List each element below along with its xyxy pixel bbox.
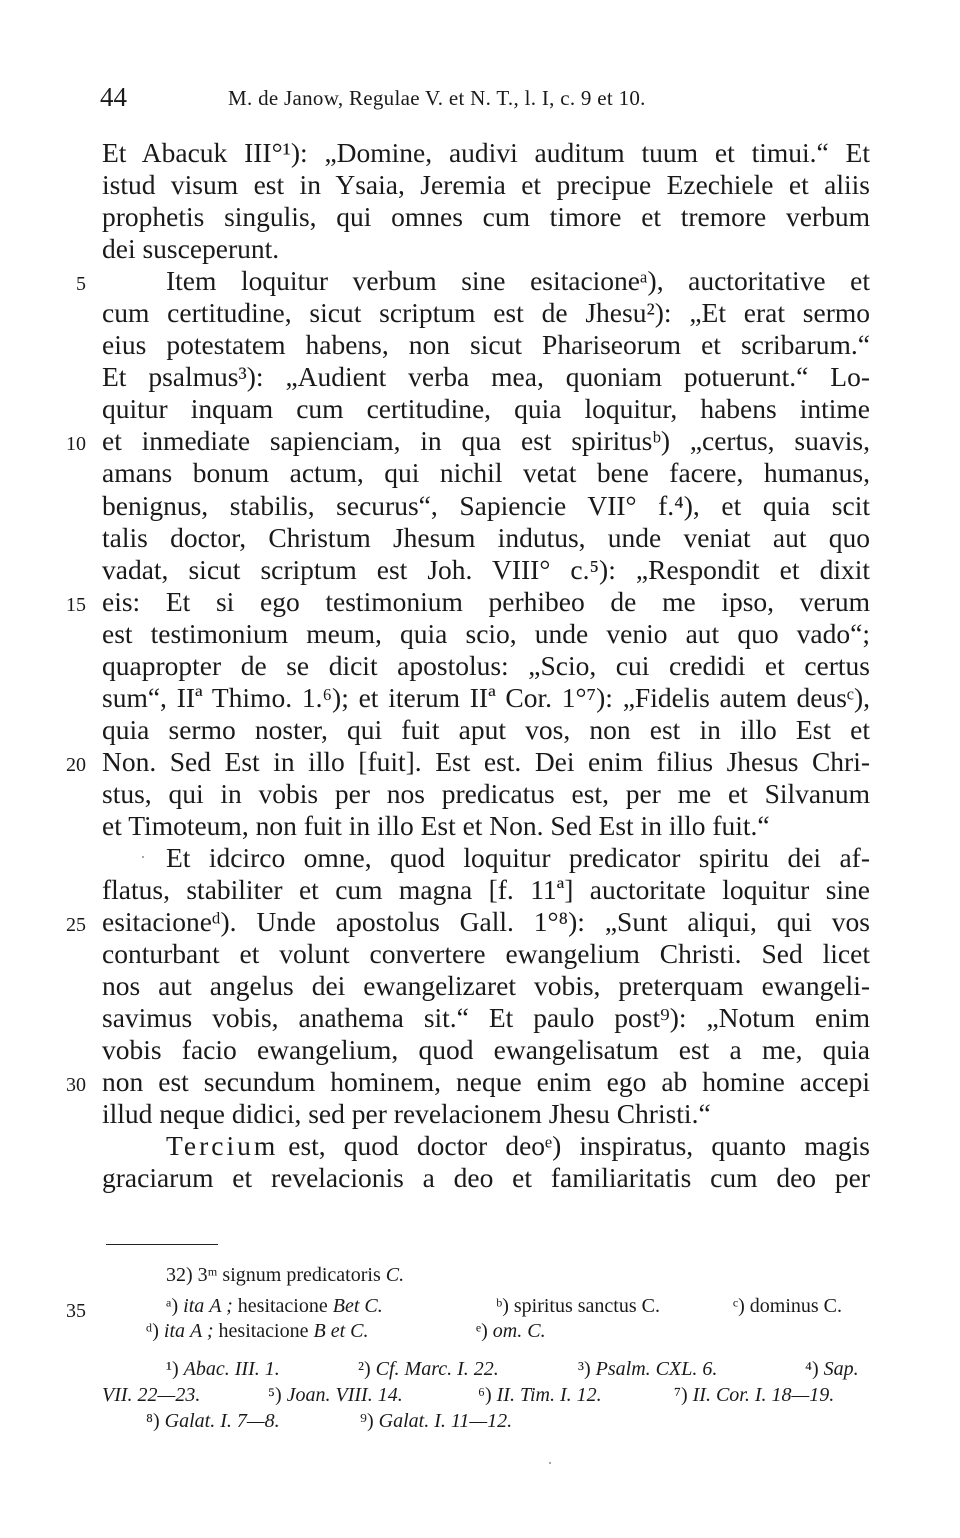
line-number-15: 15 (66, 594, 86, 616)
variant-d-witness-b: B (313, 1320, 326, 1342)
ref-text-2: Cf. Marc. I. 22. (375, 1358, 499, 1380)
text-line-19: quia sermo noster, qui fuit aput vos, non est in illo Est et (102, 714, 870, 745)
text-line-15: eis: Et si ego testimonium perhibeo de me ipso, verum (102, 586, 870, 617)
text-line-32 (166, 1130, 870, 1162)
text-line-31: illud neque didici, sed per revelacionem Jhesu Christi.“ (102, 1098, 711, 1129)
variant-mark-a: ᵃ) (166, 1295, 179, 1317)
variant-note-c (733, 1293, 842, 1319)
variant-note-a (166, 1293, 383, 1319)
variant-note-d (146, 1318, 369, 1344)
ref-text-1: Abac. III. 1. (183, 1358, 280, 1380)
variant-a-witness-c: et C. (344, 1295, 383, 1317)
text-line-16: est testimonium meum, quia scio, unde venio aut quo vado“; (102, 618, 870, 649)
text-line-8: Et psalmus³): „Audient verba mea, quoniam potuerunt.“ Lo- (102, 361, 870, 392)
page-header (100, 82, 870, 122)
page-speck (549, 1462, 551, 1464)
text-line-21: stus, qui in vobis per nos predicatus est, per me et Silvanum (102, 778, 870, 809)
footnote-rule (106, 1244, 218, 1245)
ref-note-6 (478, 1382, 602, 1408)
variant-note-b (496, 1293, 660, 1319)
ref-note-9 (360, 1408, 512, 1434)
ref-mark-4: ⁴) (805, 1358, 819, 1380)
variant-c-text: dominus C. (749, 1295, 843, 1317)
page-number: 44 (100, 82, 127, 112)
text-line-22: et Timoteum, non fuit in illo Est et Non. Sed Est in illo fuit.“ (102, 810, 770, 841)
text-line-17: quapropter de se dicit apostolus: „Scio, cui credidi et certus (102, 650, 870, 681)
marginal-note (166, 1262, 404, 1288)
variant-mark-c: ᶜ) (733, 1295, 745, 1317)
text-line-14: vadat, sicut scriptum est Joh. VIII° c.⁵): „Respondit et dixit (102, 554, 870, 585)
text-line-5: Item loquitur verbum sine esitacioneᵃ), auctoritative et (166, 265, 870, 296)
variant-b-text: spiritus sanctus C. (513, 1295, 660, 1317)
text-line-32-rest: est, quod doctor deoᵉ) inspiratus, quanto magis (288, 1130, 870, 1161)
text-line-3: prophetis singulis, qui omnes cum timore et tremore verbum (102, 201, 870, 232)
variant-e-word: om. (492, 1320, 523, 1342)
ref-mark-9: ⁹) (360, 1410, 374, 1432)
variant-a-witness: A ; (209, 1295, 233, 1317)
ref-text-8: Galat. I. 7—8. (164, 1410, 280, 1432)
variant-mark-b: ᵇ) (496, 1295, 509, 1317)
line-number-20: 20 (66, 754, 86, 776)
text-line-20: Non. Sed Est in illo [fuit]. Est est. Dei enim filius Jhesus Chri- (102, 746, 870, 777)
variant-mark-d: ᵈ) (146, 1320, 159, 1342)
text-line-26: conturbant et volunt convertere ewangelium Christi. Sed licet (102, 938, 870, 969)
ref-note-8 (146, 1408, 280, 1434)
variant-d-witness: A ; (190, 1320, 214, 1342)
line-number-10: 10 (66, 433, 86, 455)
ref-note-1 (166, 1356, 280, 1382)
text-line-30: non est secundum hominem, neque enim ego ab homine accepi (102, 1066, 870, 1097)
ref-mark-1: ¹) (166, 1358, 179, 1380)
text-line-13: talis doctor, Christum Jhesum indutus, unde veniat aut quo (102, 522, 870, 553)
text-line-7: eius potestatem habens, non sicut Phariseorum et scribarum.“ (102, 329, 870, 360)
ref-mark-6: ⁶) (478, 1384, 492, 1406)
ref-text-4: Sap. (823, 1358, 859, 1380)
text-line-2: istud visum est in Ysaia, Jeremia et precipue Ezechiele et aliis (102, 169, 870, 200)
text-line-1: Et Abacuk III°¹): „Domine, audivi auditum tuum et timui.“ Et (102, 137, 870, 168)
marginal-note-source: C. (385, 1264, 405, 1286)
variant-d-reading: hesitacione (218, 1320, 309, 1342)
ref-note-3 (578, 1356, 717, 1382)
running-head: M. de Janow, Regulae V. et N. T., l. I, c. 9 et 10. (228, 86, 646, 110)
ref-mark-5: ⁵) (268, 1384, 282, 1406)
ref-note-2 (358, 1356, 499, 1382)
ref-mark-8: ⁸) (146, 1410, 160, 1432)
line-number-25: 25 (66, 914, 86, 936)
marginal-note-label: 32) 3ᵐ signum predicatoris (166, 1264, 381, 1286)
text-line-12: benignus, stabilis, securus“, Sapiencie VII° f.⁴), et quia scit (102, 490, 870, 521)
variant-a-word: ita (183, 1295, 205, 1317)
text-line-28: savimus vobis, anathema sit.“ Et paulo post⁹): „Notum enim (102, 1002, 870, 1033)
text-line-33: graciarum et revelacionis a deo et familiaritatis cum deo per (102, 1162, 870, 1193)
text-line-9: quitur inquam cum certitudine, quia loquitur, habens intime (102, 393, 870, 424)
margin-speck (142, 856, 144, 858)
variant-a-witness-b: B (332, 1295, 345, 1317)
text-line-18: sum“, IIª Thimo. 1.⁶); et iterum IIª Cor. 1°⁷): „Fidelis autem deusᶜ), (102, 682, 870, 713)
variant-e-witness: C. (527, 1320, 546, 1342)
ref-mark-2: ²) (358, 1358, 371, 1380)
ref-note-4 (805, 1356, 859, 1382)
text-line-29: vobis facio ewangelium, quod ewangelisatum est a me, quia (102, 1034, 870, 1065)
variant-d-word: ita (163, 1320, 186, 1342)
variant-d-witness-c: et C. (330, 1320, 369, 1342)
text-line-23: Et idcirco omne, quod loquitur predicator spiritu dei af- (166, 842, 870, 873)
text-line-4: dei susceperunt. (102, 233, 280, 264)
line-number-30: 30 (66, 1074, 86, 1096)
ref-text-3: Psalm. CXL. 6. (595, 1358, 718, 1380)
ref-note-7 (674, 1382, 834, 1408)
text-line-6: cum certitudine, sicut scriptum est de Jhesu²): „Et erat sermo (102, 297, 870, 328)
ref-text-4-cont: VII. 22—23. (102, 1384, 201, 1406)
ref-note-5 (268, 1382, 403, 1408)
ref-text-7: II. Cor. I. 18—19. (692, 1384, 835, 1406)
ref-mark-7: ⁷) (674, 1384, 688, 1406)
ref-text-6: II. Tim. I. 12. (496, 1384, 602, 1406)
text-line-24: flatus, stabiliter et cum magna [f. 11ª] auctoritate loquitur sine (102, 874, 870, 905)
ref-mark-3: ³) (578, 1358, 591, 1380)
variant-note-e (476, 1318, 546, 1344)
line-number-5: 5 (76, 273, 86, 295)
variant-a-reading: hesitacione (237, 1295, 328, 1317)
variant-mark-e: ᵉ) (476, 1320, 488, 1342)
spaced-word: Tercium (166, 1130, 279, 1161)
text-line-25: esitacioneᵈ). Unde apostolus Gall. 1°⁸): „Sunt aliqui, qui vos (102, 906, 870, 937)
text-line-27: nos aut angelus dei ewangelizaret vobis, preterquam ewangeli- (102, 970, 870, 1001)
ref-text-9: Galat. I. 11—12. (378, 1410, 513, 1432)
ref-note-4-cont (102, 1382, 200, 1408)
text-line-11: amans bonum actum, qui nichil vetat bene facere, humanus, (102, 457, 870, 488)
line-number-35: 35 (66, 1300, 86, 1322)
ref-text-5: Joan. VIII. 14. (286, 1384, 403, 1406)
text-line-10: et inmediate sapienciam, in qua est spiritusᵇ) „certus, suavis, (102, 425, 870, 456)
